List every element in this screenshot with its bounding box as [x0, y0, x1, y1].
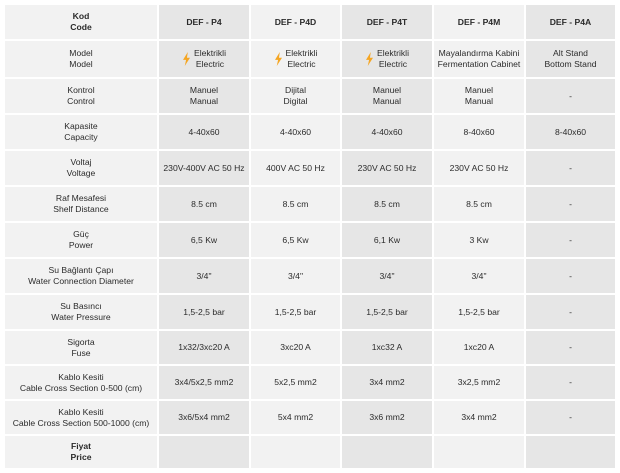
- value-line1: Elektrikli: [285, 48, 318, 58]
- lightning-icon: [365, 52, 374, 66]
- row-label-tr: Raf Mesafesi: [55, 193, 107, 203]
- lightning-icon: [182, 52, 191, 66]
- cell-capacity-p4d: 4-40x60: [250, 114, 341, 150]
- cell-cable_1000-p4t: 3x6 mm2: [341, 400, 433, 435]
- cell-control-p4: [158, 78, 250, 114]
- row-label-cable_1000: [4, 400, 158, 435]
- value-line1: Manuel: [372, 85, 402, 95]
- row-label-cable_500: [4, 365, 158, 400]
- cell-power-p4: 6,5 Kw: [158, 222, 250, 258]
- row-label-fuse: [4, 330, 158, 365]
- value-line1: Manuel: [464, 85, 494, 95]
- lightning-icon: [274, 52, 283, 66]
- spec-table: [4, 4, 616, 469]
- row-label-model: [4, 40, 158, 78]
- model-header-p4a: DEF - P4A: [525, 4, 616, 40]
- table-row: [4, 40, 616, 78]
- row-label-tr: Su Bağlantı Çapı: [48, 265, 114, 275]
- cell-cable_500-p4m: 3x2,5 mm2: [433, 365, 525, 400]
- table-row: [4, 186, 616, 222]
- cell-power-p4d: 6,5 Kw: [250, 222, 341, 258]
- row-label-tr: Fiyat: [70, 441, 92, 451]
- cell-cable_1000-p4: 3x6/5x4 mm2: [158, 400, 250, 435]
- row-label-en: Power: [68, 240, 94, 250]
- row-label-en: Cable Cross Section 500-1000 (cm): [12, 417, 150, 428]
- cell-model-p4: [158, 40, 250, 78]
- code-header: [4, 4, 158, 40]
- cell-model-p4a: [525, 40, 616, 78]
- cell-shelf_distance-p4t: 8.5 cm: [341, 186, 433, 222]
- row-label-tr: Kontrol: [67, 85, 95, 95]
- cell-shelf_distance-p4a: -: [525, 186, 616, 222]
- cell-water_pressure-p4t: 1,5-2,5 bar: [341, 294, 433, 330]
- row-label-en: Water Pressure: [51, 312, 111, 322]
- cell-shelf_distance-p4d: 8.5 cm: [250, 186, 341, 222]
- cell-voltage-p4: 230V-400V AC 50 Hz: [158, 150, 250, 186]
- row-label-tr: Kablo Kesiti: [58, 371, 104, 382]
- row-label-shelf_distance: [4, 186, 158, 222]
- cell-price-p4a: [525, 435, 616, 469]
- table-row: [4, 258, 616, 294]
- table-row: [4, 78, 616, 114]
- table-row: [4, 222, 616, 258]
- row-label-control: [4, 78, 158, 114]
- row-label-en: Cable Cross Section 0-500 (cm): [19, 382, 143, 393]
- row-label-water_pressure: [4, 294, 158, 330]
- cell-cable_500-p4: 3x4/5x2,5 mm2: [158, 365, 250, 400]
- cell-control-p4d: [250, 78, 341, 114]
- cell-power-p4t: 6,1 Kw: [341, 222, 433, 258]
- cell-shelf_distance-p4m: 8.5 cm: [433, 186, 525, 222]
- table-row: [4, 294, 616, 330]
- table-row: [4, 330, 616, 365]
- cell-fuse-p4: 1x32/3xc20 A: [158, 330, 250, 365]
- cell-water_connection-p4: 3/4": [158, 258, 250, 294]
- row-label-en: Water Connection Diameter: [28, 276, 134, 286]
- cell-capacity-p4t: 4-40x60: [341, 114, 433, 150]
- row-label-tr: Sigorta: [67, 336, 95, 347]
- cell-voltage-p4a: -: [525, 150, 616, 186]
- cell-voltage-p4t: 230V AC 50 Hz: [341, 150, 433, 186]
- value-line1: Elektrikli: [377, 48, 409, 58]
- cell-model-p4m: [433, 40, 525, 78]
- value-line1: Dijital: [284, 85, 306, 95]
- cell-fuse-p4m: 1xc20 A: [433, 330, 525, 365]
- cell-price-p4m: [433, 435, 525, 469]
- row-label-en: Fuse: [71, 347, 91, 358]
- cell-water_pressure-p4d: 1,5-2,5 bar: [250, 294, 341, 330]
- cell-capacity-p4m: 8-40x60: [433, 114, 525, 150]
- cell-price-p4t: [341, 435, 433, 469]
- cell-cable_500-p4t: 3x4 mm2: [341, 365, 433, 400]
- model-header-p4t: DEF - P4T: [341, 4, 433, 40]
- cell-water_connection-p4a: -: [525, 258, 616, 294]
- row-label-tr: Güç: [73, 229, 89, 239]
- value-line2: Bottom Stand: [544, 59, 597, 69]
- value-line2: Fermentation Cabinet: [437, 59, 521, 69]
- value-line2: Manual: [464, 96, 494, 106]
- cell-fuse-p4a: -: [525, 330, 616, 365]
- table-row: [4, 114, 616, 150]
- cell-control-p4t: [341, 78, 433, 114]
- value-line1: Mayalandırma Kabini: [438, 48, 520, 58]
- cell-voltage-p4d: 400V AC 50 Hz: [250, 150, 341, 186]
- table-row: [4, 435, 616, 469]
- cell-water_connection-p4t: 3/4": [341, 258, 433, 294]
- cell-capacity-p4a: 8-40x60: [525, 114, 616, 150]
- cell-cable_1000-p4d: 5x4 mm2: [250, 400, 341, 435]
- value-line1: -: [569, 90, 572, 101]
- table-row: [4, 400, 616, 435]
- cell-cable_500-p4d: 5x2,5 mm2: [250, 365, 341, 400]
- row-label-water_connection: [4, 258, 158, 294]
- cell-power-p4m: 3 Kw: [433, 222, 525, 258]
- cell-model-p4d: [250, 40, 341, 78]
- table-row: [4, 365, 616, 400]
- cell-cable_1000-p4a: -: [525, 400, 616, 435]
- value-line2: Electric: [195, 59, 225, 69]
- cell-water_pressure-p4a: -: [525, 294, 616, 330]
- value-line1: Alt Stand: [553, 48, 588, 58]
- value-line2: Digital: [283, 96, 308, 106]
- row-label-capacity: [4, 114, 158, 150]
- cell-capacity-p4: 4-40x60: [158, 114, 250, 150]
- model-header-p4d: DEF - P4D: [250, 4, 341, 40]
- cell-fuse-p4t: 1xc32 A: [341, 330, 433, 365]
- cell-price-p4d: [250, 435, 341, 469]
- cell-model-p4t: [341, 40, 433, 78]
- value-line2: Manual: [372, 96, 402, 106]
- cell-water_pressure-p4m: 1,5-2,5 bar: [433, 294, 525, 330]
- cell-control-p4m: [433, 78, 525, 114]
- row-label-en: Control: [67, 96, 95, 106]
- code-label: Kod: [72, 11, 90, 21]
- cell-price-p4: [158, 435, 250, 469]
- value-line2: Manual: [189, 96, 219, 106]
- row-label-tr: Kapasite: [64, 121, 98, 131]
- cell-shelf_distance-p4: 8.5 cm: [158, 186, 250, 222]
- row-label-en: Price: [70, 452, 92, 462]
- row-label-en: Model: [69, 59, 93, 69]
- row-label-tr: Su Basıncı: [60, 301, 102, 311]
- value-line2: Electric: [287, 59, 316, 69]
- row-label-price: [4, 435, 158, 469]
- cell-water_pressure-p4: 1,5-2,5 bar: [158, 294, 250, 330]
- cell-cable_500-p4a: -: [525, 365, 616, 400]
- cell-fuse-p4d: 3xc20 A: [250, 330, 341, 365]
- cell-water_connection-p4m: 3/4": [433, 258, 525, 294]
- code-label-en: Code: [70, 22, 92, 32]
- row-label-en: Voltage: [66, 168, 96, 178]
- cell-cable_1000-p4m: 3x4 mm2: [433, 400, 525, 435]
- value-line1: Elektrikli: [194, 48, 226, 58]
- row-label-en: Capacity: [64, 132, 98, 142]
- cell-water_connection-p4d: 3/4": [250, 258, 341, 294]
- model-header-p4m: DEF - P4M: [433, 4, 525, 40]
- model-header-p4: DEF - P4: [158, 4, 250, 40]
- row-label-voltage: [4, 150, 158, 186]
- row-label-tr: Model: [69, 48, 93, 58]
- cell-control-p4a: [525, 78, 616, 114]
- row-label-tr: Kablo Kesiti: [58, 406, 104, 417]
- row-label-power: [4, 222, 158, 258]
- value-line1: Manuel: [189, 85, 219, 95]
- header-row: [4, 4, 616, 40]
- cell-voltage-p4m: 230V AC 50 Hz: [433, 150, 525, 186]
- value-line2: Electric: [378, 59, 408, 69]
- cell-power-p4a: -: [525, 222, 616, 258]
- row-label-tr: Voltaj: [70, 157, 92, 167]
- row-label-en: Shelf Distance: [53, 204, 109, 214]
- table-row: [4, 150, 616, 186]
